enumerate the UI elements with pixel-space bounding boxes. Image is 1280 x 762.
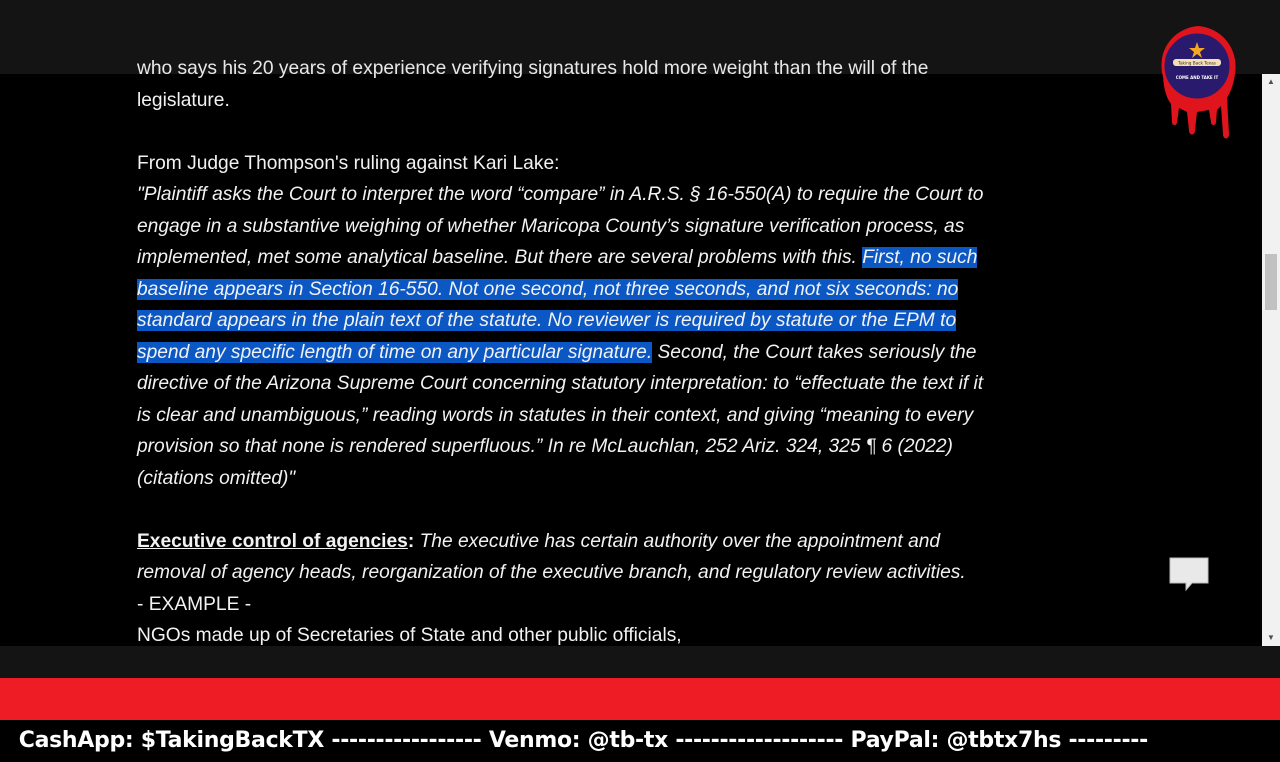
exec-desc: The executive has certain authority over the appointment and (414, 530, 941, 552)
quote-line: engage in a substantive weighing of whether Maricopa County’s signature verification process, as (137, 215, 965, 237)
clipped-line: who says his 20 years of experience verifying signatures hold more weight than the will of the (137, 58, 929, 79)
scroll-up-arrow-icon[interactable]: ▲ (1267, 77, 1275, 86)
channel-logo (1153, 22, 1243, 146)
donation-ticker (0, 678, 1280, 753)
chat-bubble-icon[interactable] (1168, 556, 1210, 592)
quote-line (137, 305, 1077, 337)
quote-line (137, 337, 1077, 369)
quote-line: (citations omitted)" (137, 467, 296, 489)
scroll-down-arrow-icon[interactable]: ▼ (1267, 633, 1275, 642)
quote-line (137, 274, 1077, 306)
exec-desc-line: removal of agency heads, reorganization of the executive branch, and regulatory review activities. (137, 562, 966, 583)
line-legislature: legislature. (137, 89, 230, 111)
spacer (137, 494, 1077, 526)
selected-text[interactable]: spend any specific length of time on any particular signature. (137, 341, 653, 363)
example-label: - EXAMPLE - (137, 593, 252, 615)
exec-paragraph (137, 526, 1077, 558)
quote-segment: Second, the Court takes seriously the (652, 341, 977, 363)
quote-line (137, 242, 1077, 274)
exec-title: Executive control of agencies (137, 530, 408, 552)
article-body (137, 53, 1077, 652)
logo-name: Taking Back Texas (1178, 60, 1216, 66)
scroll-thumb[interactable] (1265, 254, 1277, 310)
bottom-bar (0, 646, 1280, 678)
quote-line: "Plaintiff asks the Court to interpret the word “compare” in A.R.S. § 16-550(A) to require the Court to (137, 184, 984, 205)
quote-segment: implemented, met some analytical baseline. But there are several problems with this. (137, 247, 863, 268)
spacer (137, 116, 1077, 148)
ruling-intro: From Judge Thompson's ruling against Kari Lake: (137, 152, 560, 174)
ticker-text: CashApp: $TakingBackTX ----------------- Venmo: @tb-tx ------------------- PayPal: @tbtx7hs --------- (18, 728, 1148, 753)
quote-line: is clear and unambiguous,” reading words in statutes in their context, and giving “meaning to every (137, 404, 974, 426)
quote-line: provision so that none is rendered superfluous.” In re McLauchlan, 252 Ariz. 324, 325 ¶ 6 (2022) (137, 436, 953, 457)
selected-text[interactable]: First, no such (862, 247, 978, 268)
selected-text[interactable]: baseline appears in Section 16-550. Not one second, not three seconds, and not six seconds: no (137, 278, 959, 300)
logo-slogan: COME AND TAKE IT (1175, 75, 1219, 80)
ngo-line: NGOs made up of Secretaries of State and other public officials, (137, 625, 682, 646)
ruling-quote (137, 179, 1077, 494)
quote-line: directive of the Arizona Supreme Court concerning statutory interpretation: to “effectuate the text if it (137, 373, 984, 394)
selected-text[interactable]: standard appears in the plain text of the statute. No reviewer is required by statute or the EPM to (137, 310, 957, 331)
exec-colon: : (407, 530, 415, 552)
vertical-scrollbar[interactable] (1262, 74, 1280, 646)
